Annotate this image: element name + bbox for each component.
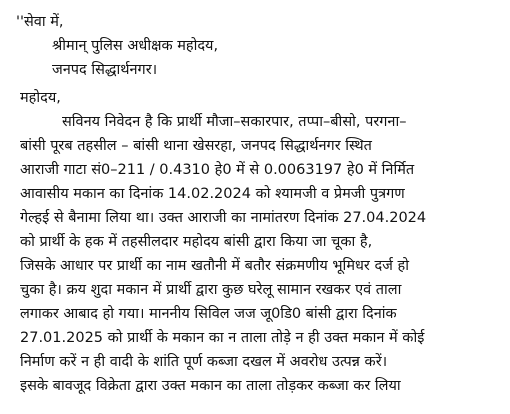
body-line-11: निर्माण करें न ही वादी के शांति पूर्ण कब्जा दखल में अवरोध उत्पन्न करें। (20, 354, 388, 370)
recipient-line: श्रीमान् पुलिस अधीक्षक महोदय, (52, 38, 219, 54)
body-line-1: सविनय निवेदन है कि प्रार्थी मौजा–सकारपार, तप्पा–बीसो, परगना– (62, 114, 407, 130)
body-line-4: आवासीय मकान का दिनांक 14.02.2024 को श्यामजी व प्रेमजी पुत्रगण (20, 186, 405, 202)
body-line-3: आराजी गाटा सं0–211 / 0.4310 हे0 में से 0.0063197 हे0 में निर्मित (20, 162, 415, 178)
body-line-10: 27.01.2025 को प्रार्थी के मकान का न ताला तोड़े न ही उक्त मकान में कोई (20, 330, 425, 346)
district-line: जनपद सिद्धार्थनगर। (52, 62, 158, 78)
salutation-to: ''सेवा में, (16, 14, 64, 30)
body-line-2: बांसी पूरब तहसील – बांसी थाना खेसरहा, जनपद सिद्धार्थनगर स्थित (20, 138, 372, 154)
body-line-9: लगाकर आबाद हो गया। माननीय सिविल जज जू0डि0 बांसी द्वारा दिनांक (20, 306, 397, 322)
body-line-7: जिसके आधार पर प्रार्थी का नाम खतौनी में बतौर संक्रमणीय भूमिधर दर्ज हो (20, 258, 409, 274)
body-line-8: चुका है। क्रय शुदा मकान में प्रार्थी द्वारा कुछ घरेलू सामान रखकर एवं ताला (20, 282, 402, 298)
body-line-5: गेल्हई से बैनामा लिया था। उक्त आराजी का नामांतरण दिनांक 27.04.2024 (20, 210, 427, 226)
body-line-12: इसके बावजूद विक्रेता द्वारा उक्त मकान का ताला तोड़कर कब्जा कर लिया (20, 378, 401, 394)
body-line-6: को प्रार्थी के हक में तहसीलदार महोदय बांसी द्वारा किया जा चूका है, (20, 234, 373, 250)
greeting: महोदय, (20, 90, 61, 106)
